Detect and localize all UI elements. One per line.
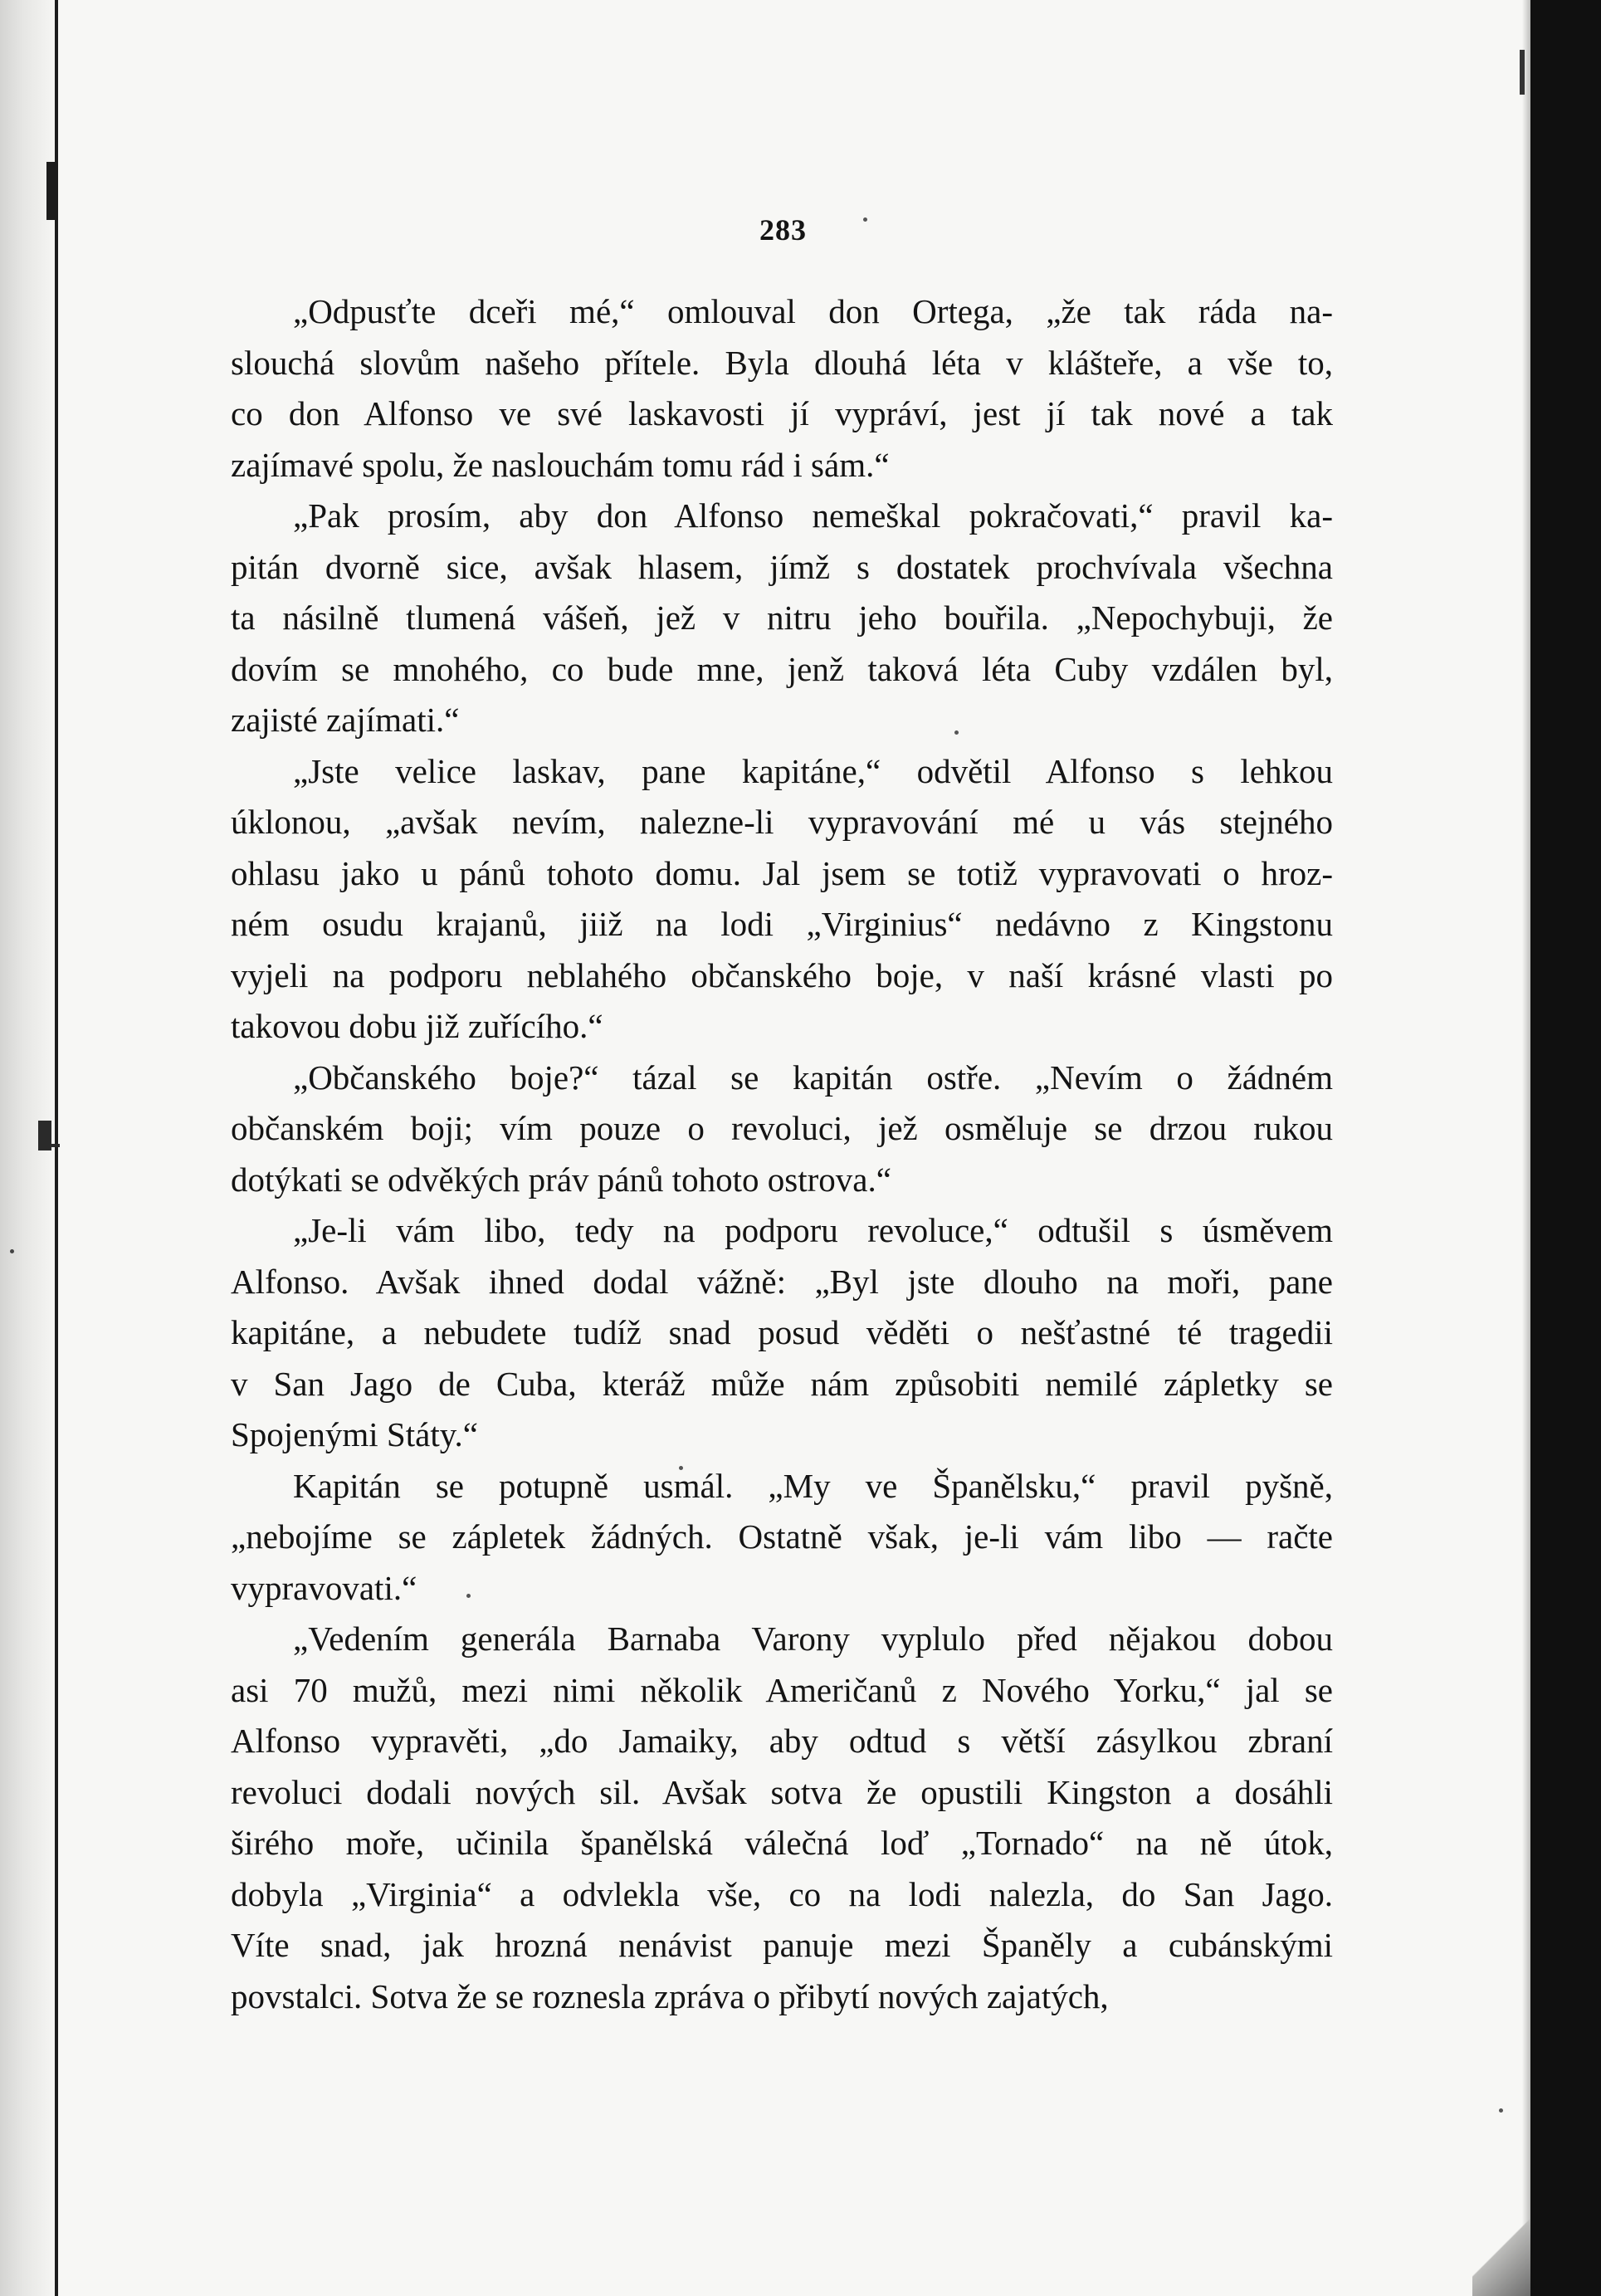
text-line: povstalci. Sotva že se roznesla zpráva o přibytí nových zajatých, (231, 1976, 1109, 2015)
text-line: ném osudu krajanů, jiiž na lodi „Virginius“ nedávno z Kingstonu (231, 905, 1333, 943)
text-line: Kapitán se potupně usmál. „My ve Španělsku,“ pravil pyšně, (293, 1466, 1333, 1505)
text-line: „nebojíme se zápletek žádných. Ostatně však, je-li vám libo — račte (231, 1517, 1333, 1556)
text-line: širého moře, učinila španělská válečná loď „Tornado“ na ně útok, (231, 1824, 1333, 1862)
scan-speck (10, 1249, 14, 1253)
text-line: „Jste velice laskav, pane kapitáne,“ odvětil Alfonso s lehkou (293, 751, 1333, 790)
text-line: „Je-li vám libo, tedy na podporu revoluce,“ odtušil s úsměvem (293, 1211, 1333, 1249)
text-line: kapitáne, a nebudete tudíž snad posud věděti o nešťastné té tragedii (231, 1313, 1333, 1351)
text-line: dotýkati se odvěkých práv pánů tohoto ostrova.“ (231, 1160, 891, 1199)
text-line: asi 70 mužů, mezi nimi několik Američanů z Nového Yorku,“ jal se (231, 1670, 1333, 1709)
text-line: „Odpusťte dceři mé,“ omlouval don Ortega, „že tak ráda na- (293, 292, 1333, 330)
scan-margin-dash (50, 1144, 60, 1147)
text-line: takovou dobu již zuřícího.“ (231, 1007, 603, 1045)
scan-binding-line (55, 0, 58, 2296)
scan-binding-notch (46, 162, 56, 220)
text-line: dobyla „Virginia“ a odvlekla vše, co na lodi nalezla, do San Jago. (231, 1874, 1333, 1913)
text-line: úklonou, „avšak nevím, nalezne-li vypravování mé u vás stejného (231, 803, 1333, 841)
paragraph (231, 1614, 1333, 2022)
scan-edge-tick (1520, 50, 1525, 95)
paragraph (231, 1053, 1333, 1206)
paragraph (231, 286, 1333, 491)
page-body-text (231, 286, 1333, 2022)
text-line: pitán dvorně sice, avšak hlasem, jímž s dostatek prochvívala všechna (231, 547, 1333, 586)
text-line: zajisté zajímati.“ (231, 701, 460, 739)
text-line: dovím se mnohého, co bude mne, jenž taková léta Cuby vzdálen byl, (231, 649, 1333, 688)
text-line: v San Jago de Cuba, kteráž může nám způsobiti nemilé zápletky se (231, 1364, 1333, 1403)
text-line: občanském boji; vím pouze o revoluci, jež osměluje se drzou rukou (231, 1109, 1333, 1147)
text-line: ohlasu jako u pánů tohoto domu. Jal jsem se totiž vypravovati o hroz- (231, 853, 1333, 892)
text-line: „Vedením generála Barnaba Varony vyplulo před nějakou dobou (293, 1619, 1333, 1658)
text-line: „Pak prosím, aby don Alfonso nemeškal pokračovati,“ pravil ka- (293, 496, 1333, 535)
paragraph (231, 491, 1333, 746)
scan-speck (863, 217, 867, 222)
text-line: Alfonso. Avšak ihned dodal vážně: „Byl jste dlouho na moři, pane (231, 1262, 1333, 1301)
paragraph (231, 746, 1333, 1053)
scan-speck (1499, 2108, 1503, 2113)
text-line: vyjeli na podporu neblahého občanského boje, v naší krásné vlasti po (231, 955, 1333, 994)
text-line: zajímavé spolu, že naslouchám tomu rád i sám.“ (231, 445, 890, 484)
text-line: „Občanského boje?“ tázal se kapitán ostře. „Nevím o žádném (293, 1058, 1333, 1097)
text-line: Alfonso vypravěti, „do Jamaiky, aby odtud s větší zásylkou zbraní (231, 1722, 1333, 1760)
paragraph (231, 1461, 1333, 1615)
text-line: vypravovati.“ (231, 1568, 417, 1607)
text-line: ta násilně tlumená vášeň, jež v nitru jeho bouřila. „Nepochybuji, že (231, 598, 1333, 637)
text-line: co don Alfonso ve své laskavosti jí vypráví, jest jí tak nové a tak (231, 394, 1333, 432)
page-number: 283 (759, 213, 807, 247)
paragraph (231, 1205, 1333, 1461)
scan-right-edge (1530, 0, 1601, 2296)
text-line: slouchá slovům našeho přítele. Byla dlouhá léta v klášteře, a vše to, (231, 343, 1333, 382)
scan-right-shadow (1522, 0, 1530, 2296)
text-line: revoluci dodali nových sil. Avšak sotva že opustili Kingston a dosáhli (231, 1772, 1333, 1811)
text-line: Víte snad, jak hrozná nenávist panuje mezi Španěly a cubánskými (231, 1926, 1333, 1964)
text-line: Spojenými Státy.“ (231, 1415, 478, 1453)
scan-page-corner (1472, 2180, 1530, 2296)
